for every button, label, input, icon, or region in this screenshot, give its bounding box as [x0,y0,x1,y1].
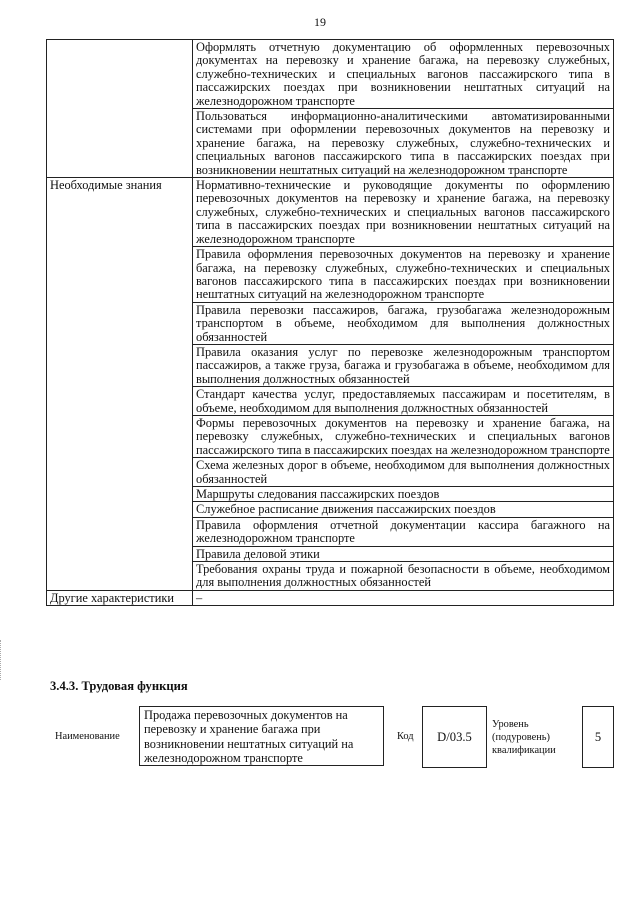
table-row [47,109,614,178]
table-row [47,40,614,109]
row-label-cell [47,247,193,303]
row-label-cell [47,546,193,561]
table-row [47,302,614,344]
row-content-cell: Нормативно-технические и руководящие документы по оформлению перевозочных документов на перевозку и хранение багажа, на перевозку служебных, служебно-технических и специальных вагонов пассажирского типа в пассажирских поездах при возникновении нештатных ситуаций на железнодорожном транспорте [193,178,614,247]
row-label-cell [47,517,193,546]
table-row [47,344,614,386]
row-label-cell: Другие характеристики [47,590,193,605]
row-content-cell: Маршруты следования пассажирских поездов [193,487,614,502]
qualification-level-field: 5 [582,706,614,768]
table-row [47,415,614,457]
table-row [47,546,614,561]
row-content-cell: Служебное расписание движения пассажирских поездов [193,502,614,517]
row-content-cell: Правила оформления перевозочных документов на перевозку и хранение багажа, на перевозку служебных, служебно-технических и специальных вагонов пассажирского типа в пассажирских поездах при возникновении нештатных ситуаций на железнодорожном транспорте [193,247,614,303]
table-row [47,562,614,591]
row-label-cell [47,415,193,457]
code-value-field: D/03.5 [422,706,487,768]
qualification-level-label: Уровень (подуровень) квалификации [492,719,556,756]
skills-knowledge-table [46,39,614,606]
row-content-cell: Правила оформления отчетной документации кассира багажного на железнодорожном транспорте [193,517,614,546]
row-label-cell: Необходимые знания [47,178,193,247]
row-content-cell: Правила оказания услуг по перевозке железнодорожным транспортом пассажиров, а также груза, багажа и грузобагажа в объеме, необходимом для выполнения должностных обязанностей [193,344,614,386]
row-label-cell [47,302,193,344]
row-content-cell: Требования охраны труда и пожарной безопасности в объеме, необходимом для выполнения должностных обязанностей [193,562,614,591]
function-name-field: Продажа перевозочных документов на перевозку и хранение багажа при возникновении нештатных ситуаций на железнодорожном транспорте [139,706,384,766]
row-content-cell: Схема железных дорог в объеме, необходимом для выполнения должностных обязанностей [193,458,614,487]
row-content-cell: Стандарт качества услуг, предоставляемых пассажирам и посетителям, в объеме, необходимом для выполнения должностных обязанностей [193,387,614,416]
table-row [47,502,614,517]
row-content-cell: – [193,590,614,605]
table-row [47,487,614,502]
row-content-cell: Формы перевозочных документов на перевозку и хранение багажа, на перевозку служебных, служебно-технических и специальных вагонов пассажирского типа в пассажирских поездах на железнодорожном транспорте [193,415,614,457]
table-row [47,387,614,416]
table-row [47,517,614,546]
row-label-cell [47,387,193,416]
row-label-cell [47,40,193,109]
row-content-cell: Пользоваться информационно-аналитическими автоматизированными системами при оформлении перевозочных документов на перевозку и хранение багажа, на перевозку служебных, служебно-технических и специальных вагонов пассажирского типа в пассажирских поездах при возникновении нештатных ситуаций на железнодорожном транспорте [193,109,614,178]
row-content-cell: Правила перевозки пассажиров, багажа, грузобагажа железнодорожным транспортом в объеме, необходимом для выполнения должностных обязанностей [193,302,614,344]
table-row [47,247,614,303]
section-heading: 3.4.3. Трудовая функция [50,679,188,693]
row-label-cell [47,502,193,517]
row-label-cell [47,458,193,487]
table-row [47,458,614,487]
row-content-cell: Правила деловой этики [193,546,614,561]
row-content-cell: Оформлять отчетную документацию об оформленных перевозочных документах на перевозку и хранение багажа, на перевозку служебных, служебно-технических и специальных вагонов пассажирского типа в пассажирских поездах при возникновении нештатных ситуаций на железнодорожном транспорте [193,40,614,109]
row-label-cell [47,487,193,502]
margin-mark [0,640,3,680]
code-label: Код [397,731,414,742]
row-label-cell [47,109,193,178]
table-row [47,178,614,247]
table-row [47,590,614,605]
name-label: Наименование [55,731,120,742]
page-number: 19 [314,15,326,29]
row-label-cell [47,562,193,591]
row-label-cell [47,344,193,386]
